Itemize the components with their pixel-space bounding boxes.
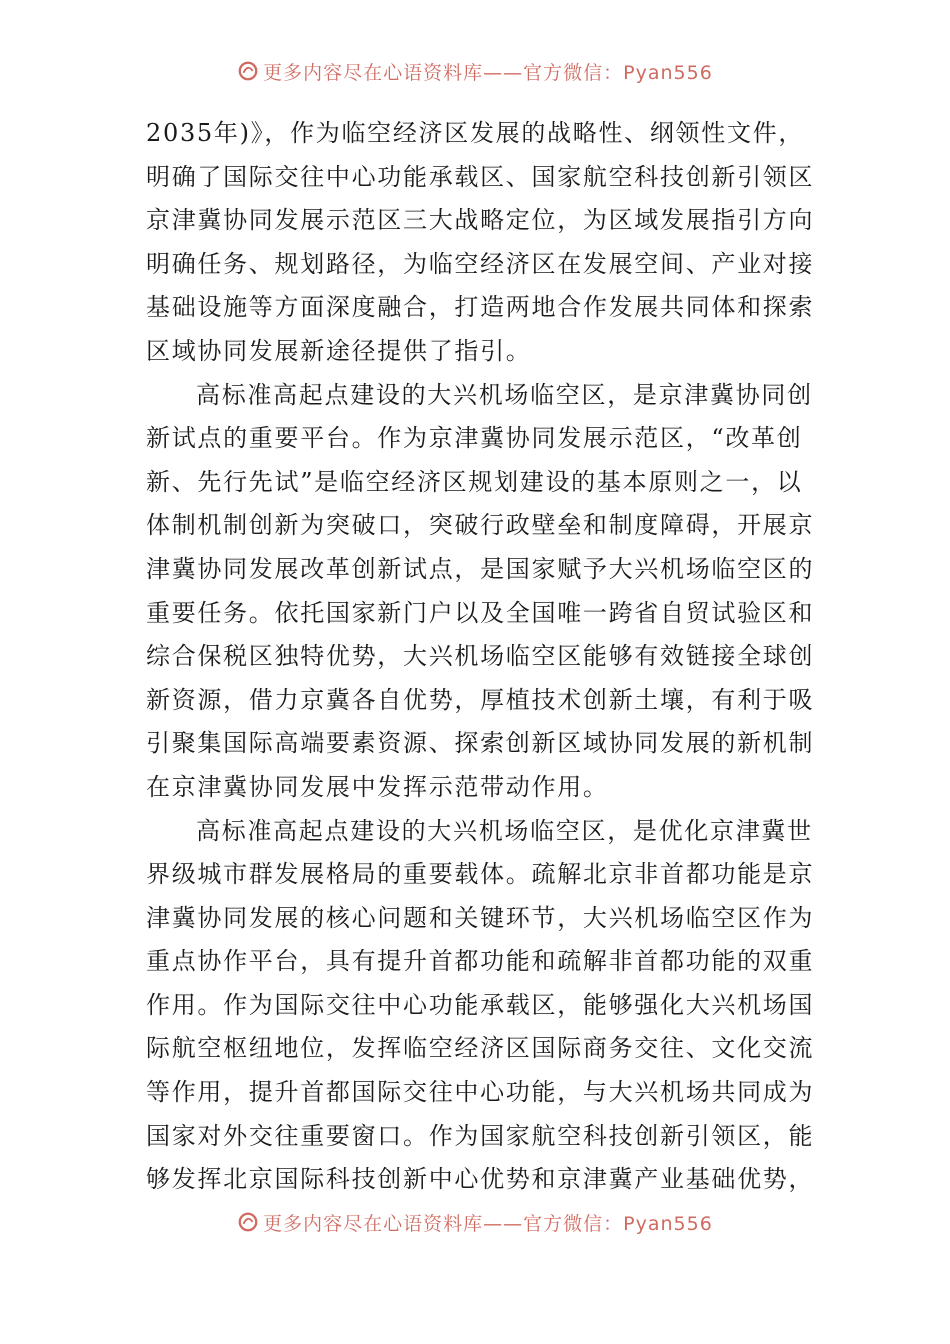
text-line: 作用。作为国际交往中心功能承载区，能够强化大兴机场国	[146, 990, 814, 1019]
text-line: 重点协作平台，具有提升首都功能和疏解非首都功能的双重	[146, 947, 814, 976]
paragraph-start-line: 高标准高起点建设的大兴机场临空区，是优化京津冀世	[196, 816, 813, 845]
text-line: 新资源，借力京冀各自优势，厚植技术创新土壤，有利于吸	[146, 685, 814, 714]
paragraph-start-line: 高标准高起点建设的大兴机场临空区，是京津冀协同创	[196, 380, 813, 409]
text-line: 津冀协同发展改革创新试点，是国家赋予大兴机场临空区的	[146, 554, 814, 583]
text-line: 够发挥北京国际科技创新中心优势和京津冀产业基础优势，	[146, 1165, 814, 1194]
text-line: 区域协同发展新途径提供了指引。	[146, 336, 532, 365]
text-line: 引聚集国际高端要素资源、探索创新区域协同发展的新机制	[146, 729, 814, 758]
text-line: 界级城市群发展格局的重要载体。疏解北京非首都功能是京	[146, 860, 814, 889]
text-line: 新试点的重要平台。作为京津冀协同发展示范区，“改革创	[146, 424, 803, 453]
text-line: 重要任务。依托国家新门户以及全国唯一跨省自贸试验区和	[146, 598, 814, 627]
watermark-text: 更多内容尽在心语资料库——官方微信：Pyan556	[263, 1212, 713, 1235]
text-line: 明确任务、规划路径，为临空经济区在发展空间、产业对接	[146, 249, 814, 278]
footer-watermark	[0, 1209, 950, 1235]
watermark-logo-icon	[237, 60, 259, 82]
text-line: 新、先行先试”是临空经济区规划建设的基本原则之一，以	[146, 467, 803, 496]
text-line: 体制机制创新为突破口，突破行政壁垒和制度障碍，开展京	[146, 511, 814, 540]
document-body	[146, 112, 814, 1202]
watermark-logo-icon	[237, 1211, 259, 1233]
text-line: 在京津冀协同发展中发挥示范带动作用。	[146, 772, 609, 801]
text-line: 国家对外交往重要窗口。作为国家航空科技创新引领区，能	[146, 1121, 814, 1150]
watermark-text: 更多内容尽在心语资料库——官方微信：Pyan556	[263, 61, 713, 84]
text-line: 等作用，提升首都国际交往中心功能，与大兴机场共同成为	[146, 1078, 814, 1107]
text-line: 明确了国际交往中心功能承载区、国家航空科技创新引领区	[146, 162, 814, 191]
text-line: 津冀协同发展的核心问题和关键环节，大兴机场临空区作为	[146, 903, 814, 932]
text-line: 综合保税区独特优势，大兴机场临空区能够有效链接全球创	[146, 642, 814, 671]
text-line: 京津冀协同发展示范区三大战略定位，为区域发展指引方向	[146, 206, 814, 235]
text-line: 基础设施等方面深度融合，打造两地合作发展共同体和探索	[146, 293, 814, 322]
text-line: 2035年)》，作为临空经济区发展的战略性、纲领性文件，	[146, 119, 805, 147]
text-line: 际航空枢纽地位，发挥临空经济区国际商务交往、文化交流	[146, 1034, 814, 1063]
header-watermark	[0, 58, 950, 84]
